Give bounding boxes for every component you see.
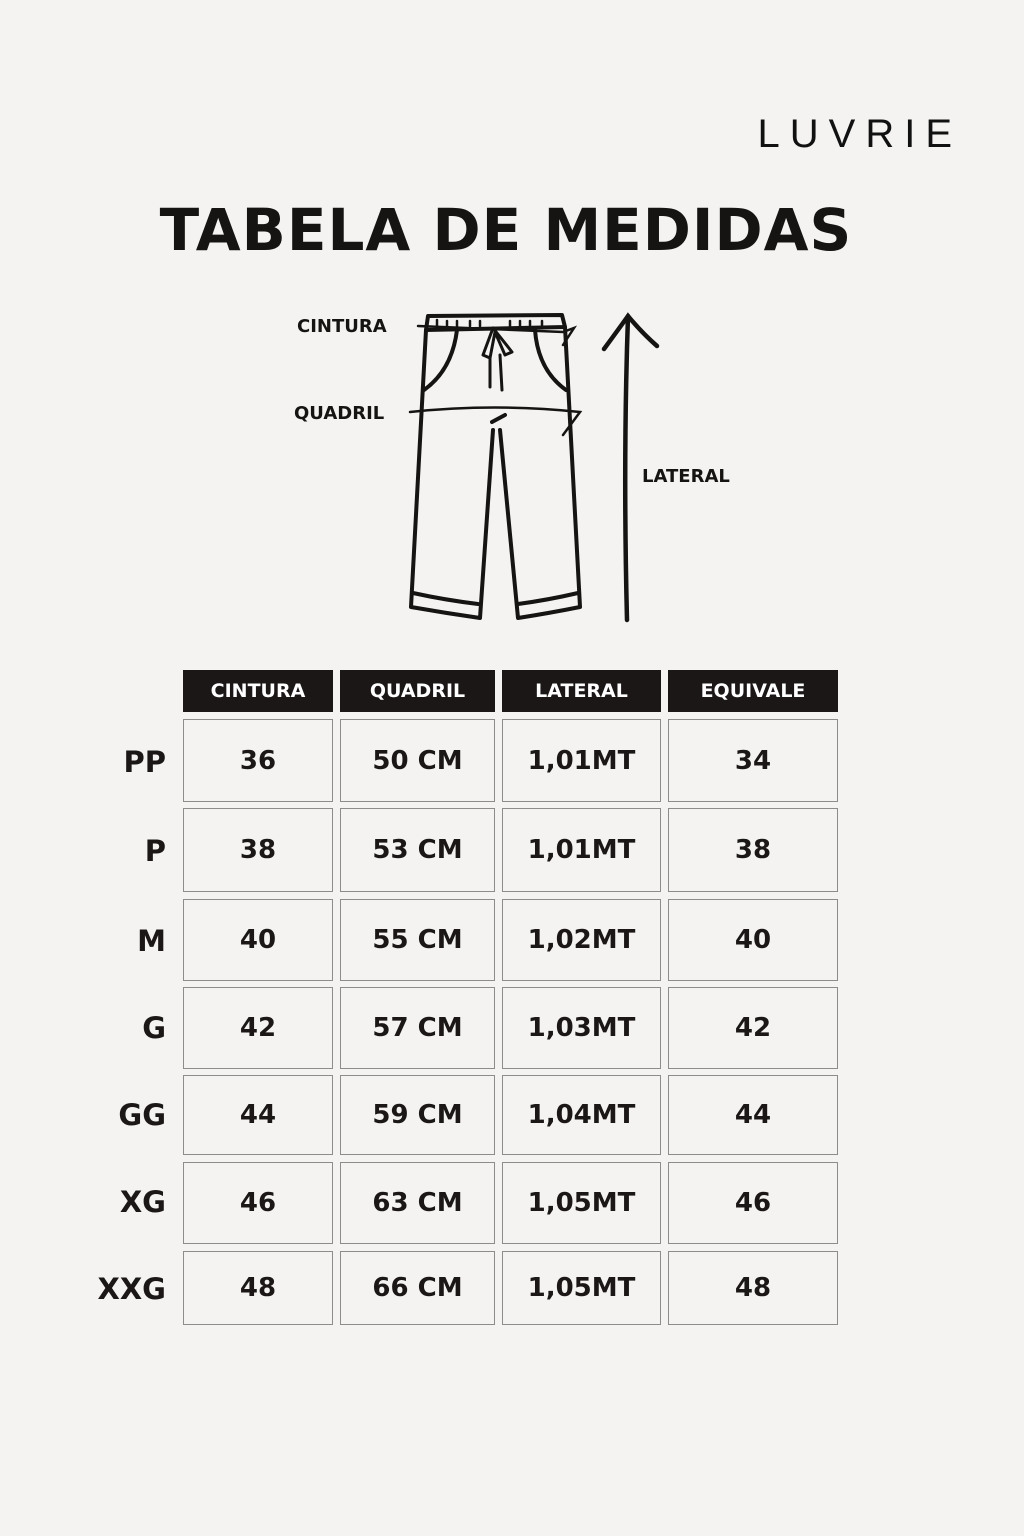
- table-cell: 1,03MT: [502, 987, 661, 1069]
- table-cell: 1,05MT: [502, 1162, 661, 1244]
- table-cell: 40: [183, 899, 333, 981]
- header-quadril: QUADRIL: [340, 670, 495, 712]
- table-cell: 1,05MT: [502, 1251, 661, 1325]
- size-label: G: [142, 1011, 166, 1045]
- table-cell: 66 CM: [340, 1251, 495, 1325]
- table-cell: 55 CM: [340, 899, 495, 981]
- table-cell: 50 CM: [340, 719, 495, 802]
- table-cell: 59 CM: [340, 1075, 495, 1155]
- brand-logo: LUVRIE: [757, 112, 962, 156]
- table-cell: 48: [668, 1251, 838, 1325]
- table-cell: 36: [183, 719, 333, 802]
- table-cell: 57 CM: [340, 987, 495, 1069]
- table-cell: 44: [668, 1075, 838, 1155]
- label-quadril: QUADRIL: [294, 403, 385, 424]
- table-cell: 38: [183, 808, 333, 892]
- table-cell: 44: [183, 1075, 333, 1155]
- table-cell: 53 CM: [340, 808, 495, 892]
- page-title: TABELA DE MEDIDAS: [159, 196, 853, 264]
- table-cell: 1,01MT: [502, 719, 661, 802]
- header-equivale: EQUIVALE: [668, 670, 838, 712]
- label-cintura: CINTURA: [297, 316, 387, 337]
- header-cintura: CINTURA: [183, 670, 333, 712]
- table-cell: 34: [668, 719, 838, 802]
- size-label: XG: [119, 1185, 166, 1219]
- measurement-diagram: [280, 300, 760, 640]
- size-label: GG: [118, 1098, 166, 1132]
- size-label: M: [137, 924, 166, 958]
- table-cell: 46: [183, 1162, 333, 1244]
- table-cell: 1,04MT: [502, 1075, 661, 1155]
- table-cell: 46: [668, 1162, 838, 1244]
- table-cell: 63 CM: [340, 1162, 495, 1244]
- label-lateral: LATERAL: [642, 466, 730, 487]
- size-label: PP: [123, 745, 166, 779]
- table-cell: 1,02MT: [502, 899, 661, 981]
- table-cell: 40: [668, 899, 838, 981]
- table-cell: 48: [183, 1251, 333, 1325]
- table-cell: 38: [668, 808, 838, 892]
- size-label: P: [144, 834, 166, 868]
- table-cell: 42: [668, 987, 838, 1069]
- table-cell: 42: [183, 987, 333, 1069]
- size-label: XXG: [97, 1272, 166, 1306]
- header-lateral: LATERAL: [502, 670, 661, 712]
- table-cell: 1,01MT: [502, 808, 661, 892]
